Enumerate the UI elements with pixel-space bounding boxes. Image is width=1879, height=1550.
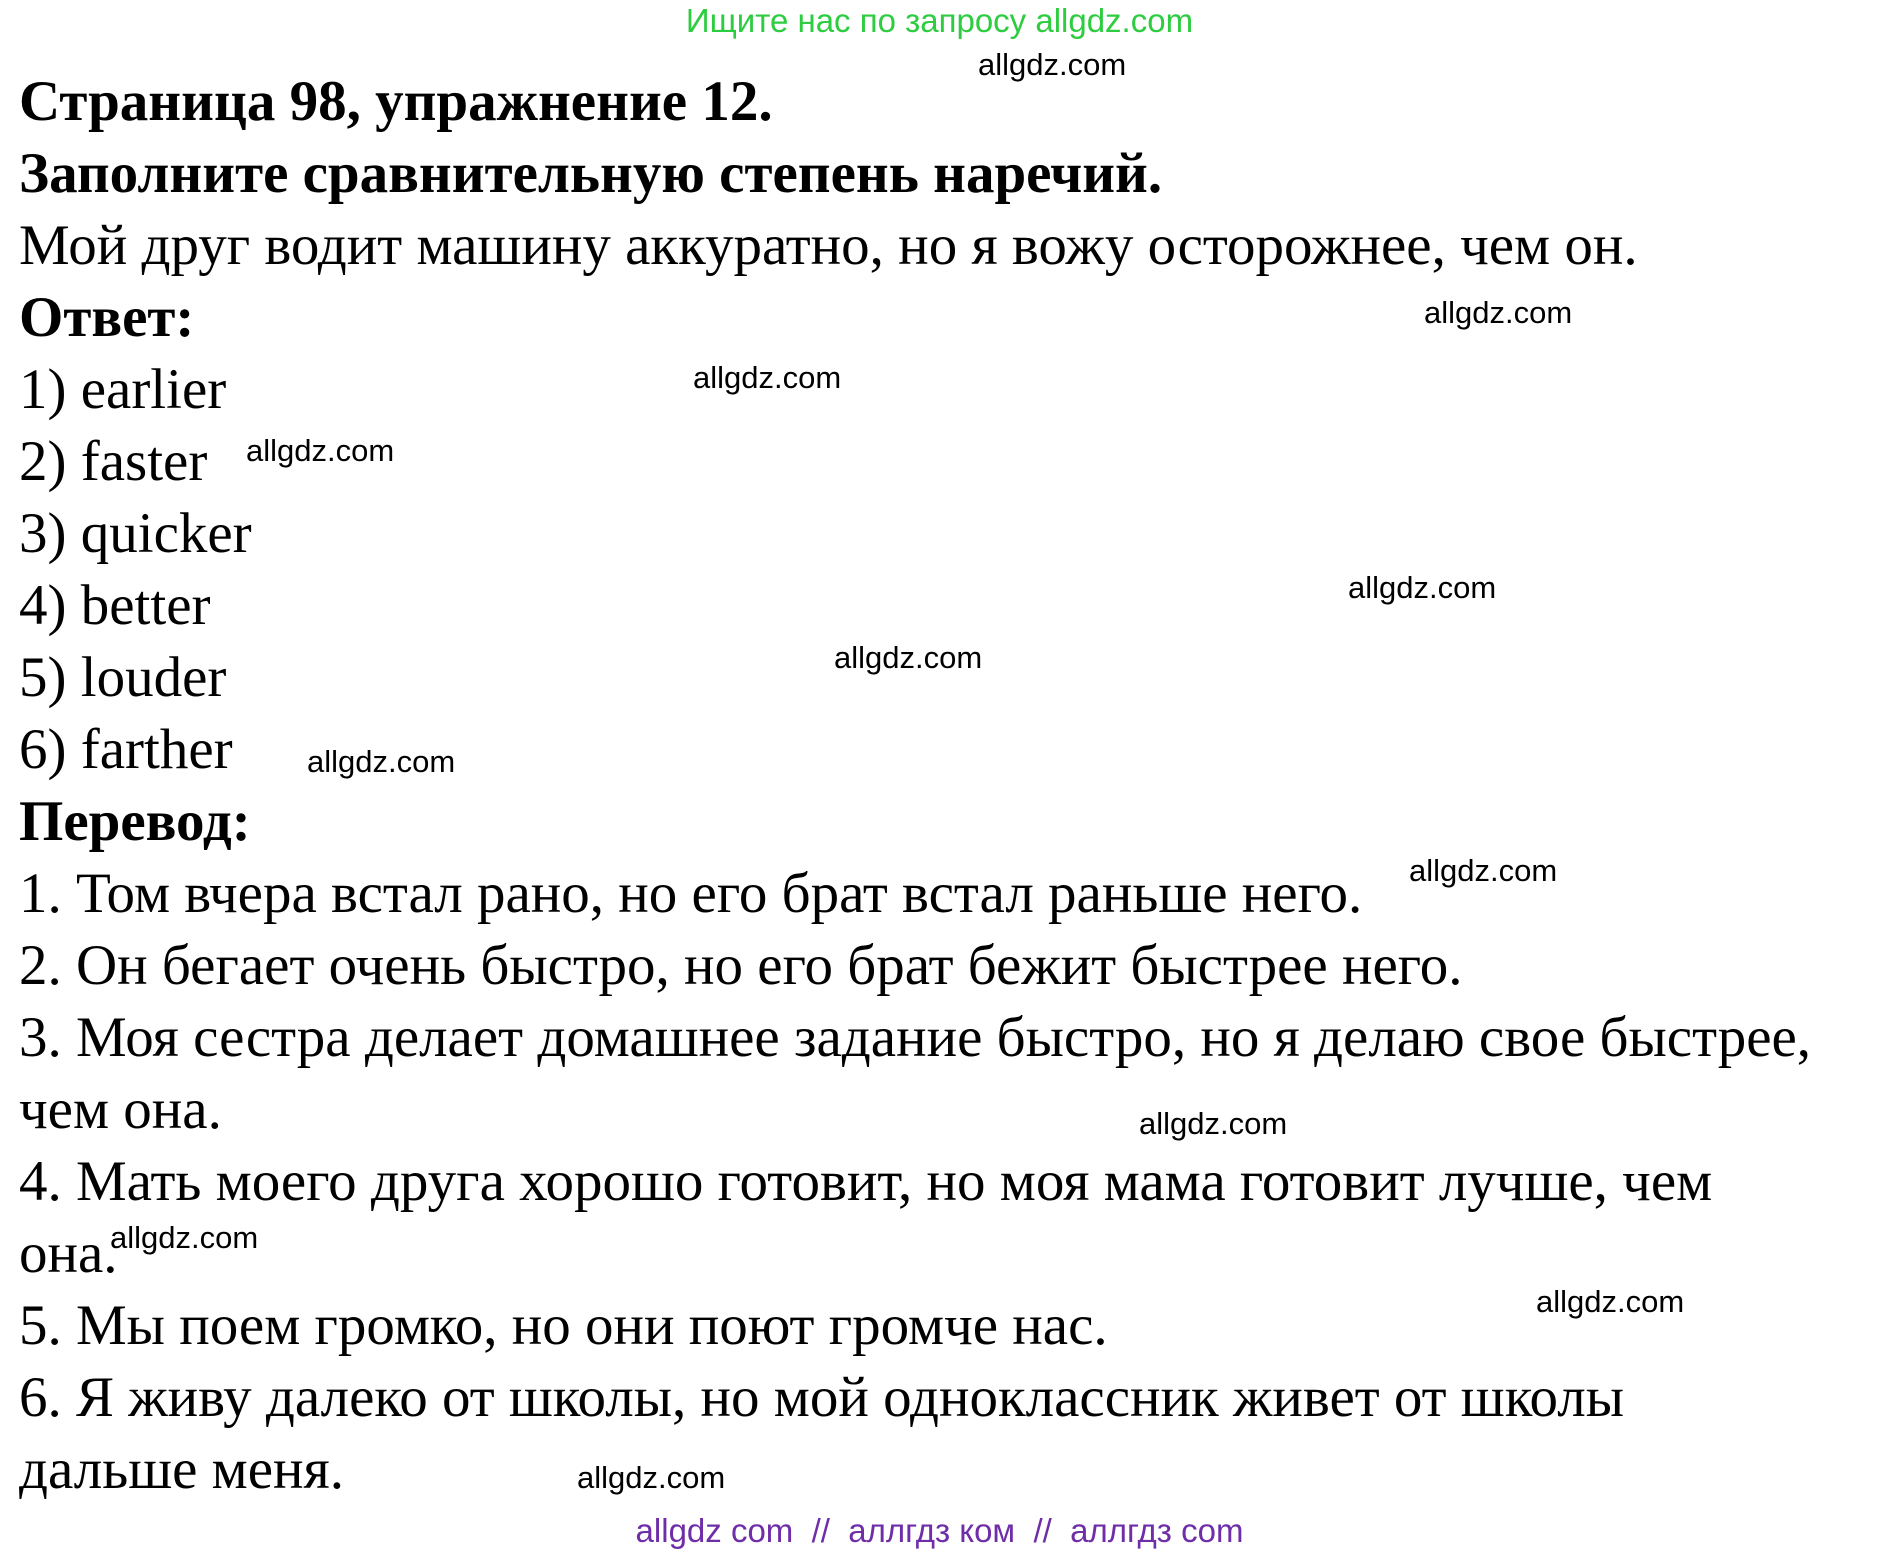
top-banner: Ищите нас по запросу allgdz.com	[685, 2, 1194, 39]
translation-line: 2. Он бегает очень быстро, но его брат бежит быстрее него.	[19, 934, 1463, 997]
watermark: allgdz.com	[1139, 1106, 1288, 1141]
translation-line: 4. Мать моего друга хорошо готовит, но моя мама готовит лучше, чем	[19, 1150, 1713, 1213]
translation-heading: Перевод:	[19, 790, 251, 853]
watermark: allgdz.com	[246, 433, 395, 468]
answer-item: 2) faster	[19, 430, 208, 493]
answer-heading: Ответ:	[19, 286, 195, 349]
translation-line: 1. Том вчера встал рано, но его брат встал раньше него.	[19, 862, 1363, 925]
answer-item: 3) quicker	[19, 502, 252, 565]
example-sentence: Мой друг водит машину аккуратно, но я вожу осторожнее, чем он.	[19, 214, 1638, 277]
translation-line: 5. Мы поем громко, но они поют громче нас.	[19, 1294, 1108, 1357]
watermark: allgdz.com	[693, 360, 842, 395]
answer-item: 5) louder	[19, 646, 227, 709]
answer-item: 4) better	[19, 574, 211, 637]
watermark: allgdz.com	[834, 640, 983, 675]
watermark: allgdz.com	[1409, 853, 1558, 888]
answer-item: 6) farther	[19, 718, 233, 781]
watermark: allgdz.com	[577, 1460, 726, 1495]
task-instruction: Заполните сравнительную степень наречий.	[19, 142, 1163, 205]
translation-line: 3. Моя сестра делает домашнее задание быстро, но я делаю свое быстрее,	[19, 1006, 1812, 1069]
translation-line: она.	[19, 1222, 118, 1285]
answer-item: 1) earlier	[19, 358, 227, 421]
translation-line: 6. Я живу далеко от школы, но мой одноклассник живет от школы	[19, 1366, 1624, 1429]
watermark: allgdz.com	[1348, 570, 1497, 605]
translation-line: дальше меня.	[19, 1438, 345, 1501]
watermark: allgdz.com	[1424, 295, 1573, 330]
watermark: allgdz.com	[110, 1220, 259, 1255]
footer-links: allgdz com // аллгдз ком // аллгдз com	[635, 1512, 1244, 1549]
translation-line: чем она.	[19, 1078, 222, 1141]
watermark: allgdz.com	[1536, 1284, 1685, 1319]
watermark: allgdz.com	[307, 744, 456, 779]
watermark: allgdz.com	[978, 47, 1127, 82]
page-title: Страница 98, упражнение 12.	[19, 70, 773, 133]
